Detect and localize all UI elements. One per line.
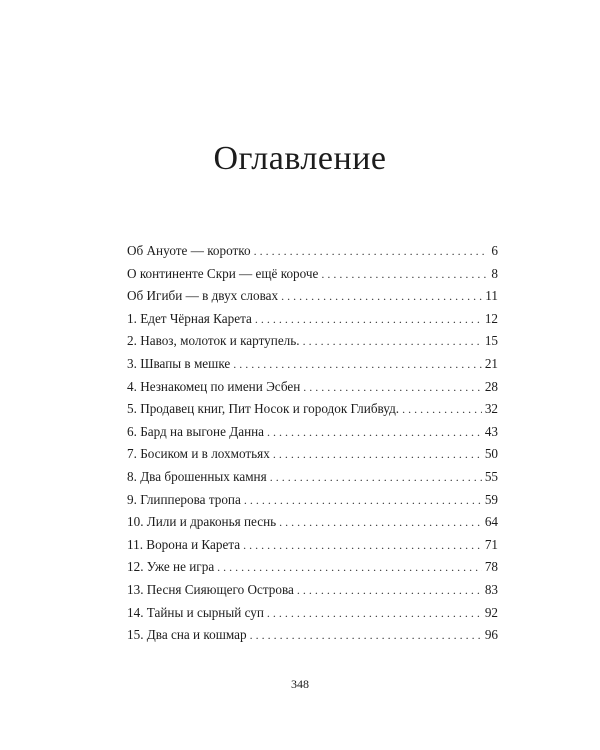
page-title: Оглавление [213,140,387,177]
toc-entry [127,333,498,356]
toc-entry-title: 4. Незнакомец по имени Эсбен [127,378,301,394]
toc-dot-leader [273,447,482,462]
toc-entry-title: Об Игиби — в двух словах [127,288,279,304]
toc-entry-title: 12. Уже не игра [127,559,215,575]
toc-entry-page: 96 [484,627,498,643]
toc-entry-page: 28 [484,378,498,394]
toc-entry-title: 8. Два брошенных камня [127,468,267,484]
toc-entry-page: 59 [484,491,498,507]
toc-entry [127,311,498,334]
toc-entry-title: Об Ануоте — коротко [127,243,251,258]
toc-entry-page: 32 [484,401,498,417]
toc-dot-leader [233,357,482,372]
toc-entry-page: 92 [484,604,498,620]
toc-entry [127,401,498,424]
toc-entry [127,605,498,628]
toc-entry [127,288,498,311]
toc-entry-page: 8 [491,265,498,281]
toc-entry-page: 6 [491,243,498,258]
toc-dot-leader [267,425,482,440]
table-of-contents [127,243,498,650]
toc-entry-title: 9. Глипперова тропа [127,491,241,507]
toc-entry-page: 55 [484,468,498,484]
toc-dot-leader [297,583,482,598]
toc-entry [127,627,498,650]
toc-entry-title: 11. Ворона и Карета [127,536,241,552]
toc-entry [127,356,498,379]
toc-entry-page: 83 [484,581,498,597]
toc-entry-page: 15 [484,333,498,349]
toc-entry-title: 10. Лили и драконья песнь [127,514,277,530]
toc-entry-title: 5. Продавец книг, Пит Носок и городок Глибвуд. [127,401,400,417]
toc-entry-title: О континенте Скри — ещё короче [127,265,319,281]
toc-dot-leader [281,289,482,304]
toc-dot-leader [303,334,482,349]
toc-entry [127,469,498,492]
toc-entry [127,514,498,537]
toc-entry-title: 7. Босиком и в лохмотьях [127,446,270,462]
toc-entry-title: 2. Навоз, молоток и картупель. [127,333,300,349]
toc-dot-leader [267,606,482,621]
page-number: 348 [291,677,309,691]
toc-entry [127,537,498,560]
toc-dot-leader [321,267,488,282]
toc-entry-page: 21 [484,355,498,371]
toc-entry-page: 12 [484,310,498,326]
toc-entry [127,266,498,289]
toc-dot-leader [270,470,482,485]
toc-entry-title: 15. Два сна и кошмар [127,627,247,643]
toc-entry-title: 13. Песня Сияющего Острова [127,581,294,597]
toc-dot-leader [254,244,489,259]
toc-entry-title: 1. Едет Чёрная Карета [127,310,252,326]
toc-dot-leader [243,538,482,553]
toc-entry [127,582,498,605]
toc-dot-leader [402,402,482,417]
toc-entry-page: 43 [484,423,498,439]
toc-entry-page: 11 [485,288,498,304]
toc-entry-page: 64 [484,514,498,530]
toc-entry-title: 6. Бард на выгоне Данна [127,423,265,439]
toc-entry-page: 71 [484,536,498,552]
toc-entry-page: 50 [484,446,498,462]
toc-entry [127,243,498,266]
toc-entry [127,424,498,447]
toc-entry [127,559,498,582]
toc-dot-leader [279,515,482,530]
toc-entry [127,492,498,515]
toc-entry-page: 78 [484,559,498,575]
toc-entry-title: 3. Швапы в мешке [127,355,231,371]
toc-dot-leader [250,628,482,643]
toc-entry-title: 14. Тайны и сырный суп [127,604,264,620]
toc-entry [127,446,498,469]
toc-dot-leader [303,380,482,395]
toc-dot-leader [217,560,482,575]
toc-dot-leader [255,312,482,327]
toc-entry [127,379,498,402]
toc-dot-leader [244,493,482,508]
